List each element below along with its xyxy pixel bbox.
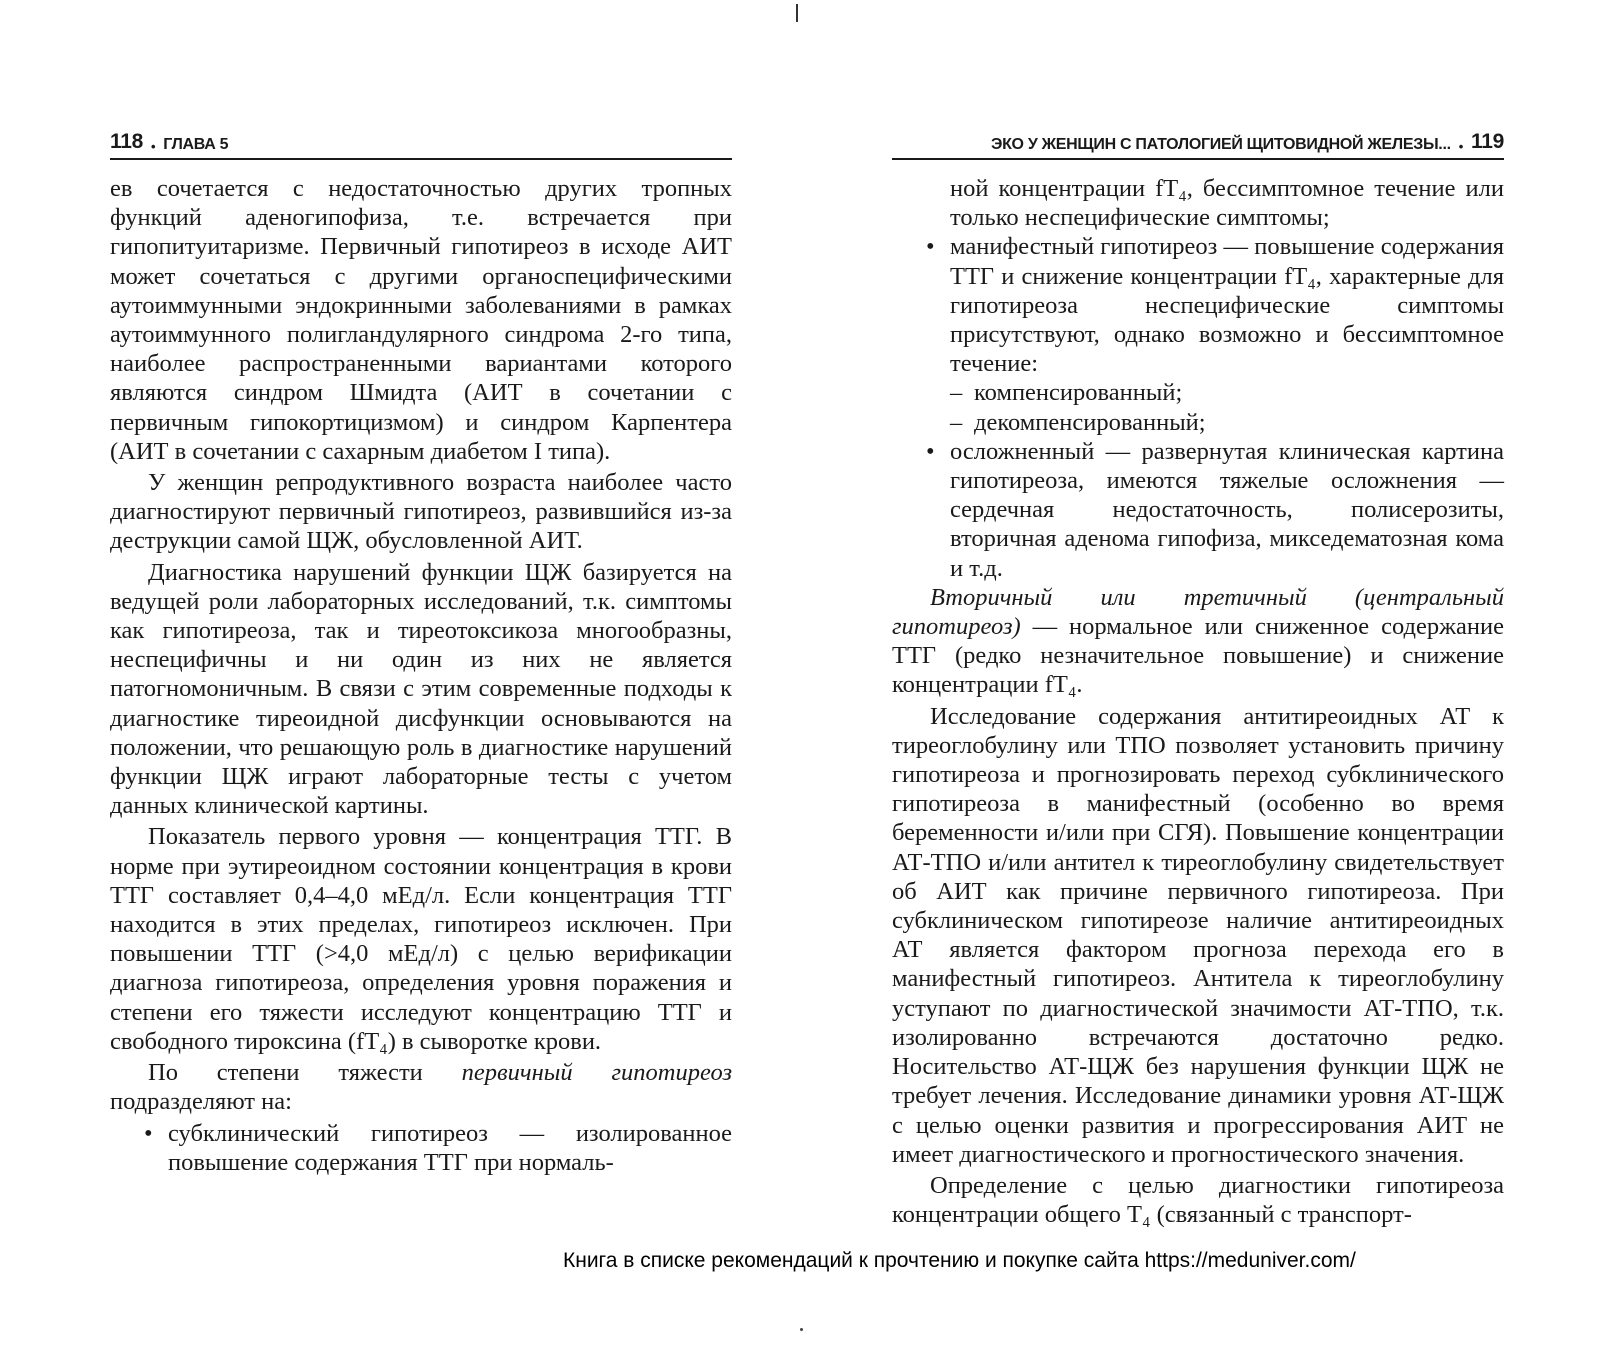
dash-item-compensated-text: компенсированный; [974, 379, 1183, 407]
left-page-number: 118 [110, 130, 143, 153]
bullet-subclinical: • субклинический гипотиреоз — изолированное повышение содержания ТТГ при нормаль- [110, 1119, 732, 1177]
right-chapter-label: ЭКО У ЖЕНЩИН С ПАТОЛОГИЕЙ ЩИТОВИДНОЙ ЖЕЛЕЗЫ... [991, 136, 1451, 153]
left-running-head [110, 128, 732, 160]
left-paragraph-4: Показатель первого уровня — концентрация ТТГ. В норме при эутиреоидном состоянии концентрация в крови ТТГ составляет 0,4–4,0 мЕд/л. Если концентрация ТТГ находится в этих пределах, гипотиреоз исключен. При повышении ТТГ (>4,0 мЕд/л) с целью верификации диагноза гипотиреоза, определения уровня поражения и степени его тяжести исследуют концентрацию ТТГ и свободного тироксина (fT₄) в сыворотке крови. [110, 823, 732, 1055]
right-paragraph-2: Исследование содержания антитиреоидных АТ к тиреоглобулину или ТПО позволяет установить причину гипотиреоза и прогнозировать переход субклинического гипотиреоза в манифестный (особенно во время беременности и/или при СГЯ). Повышение концентрации АТ-ТПО и/или антител к тиреоглобулину свидетельствует об АИТ как причине первичного гипотиреоза. При субклиническом гипотиреозе наличие антитиреоидных АТ является фактором прогноза перехода его в манифестный гипотиреоз. Антитела к тиреоглобулину уступают по диагностической значимости АТ-ТПО, т.к. изолированно встречаются достаточно редко. Носительство АТ-ЩЖ без нарушения функции ЩЖ не требует лечения. Исследование динамики уровня АТ-ЩЖ с целью оценки развития и прогрессирования АИТ не имеет диагностического и прогностического значения. [892, 702, 1504, 1168]
dash-item-decompensated [892, 408, 1504, 437]
bullet-manifest: • манифестный гипотиреоз — повышение содержания ТТГ и снижение концентрации fT₄, характерные для гипотиреоза неспецифические симптомы присутствуют, однако возможно и бессимптомное течение: [892, 232, 1504, 378]
left-page [110, 128, 732, 1177]
left-paragraph-3: Диагностика нарушений функции ЩЖ базируется на ведущей роли лабораторных исследований, т.к. симптомы как гипотиреоза, так и тиреотоксикоза многообразны, неспецифичны и ни один из них не является патогномоничным. В связи с этим современные подходы к диагностике тиреоидной дисфункции основываются на положении, что решающую роль в диагностике нарушений функции ЩЖ играют лабораторные тесты с учетом данных клинической картины. [110, 558, 732, 820]
right-head-separator: • [1458, 139, 1464, 154]
right-p1-rest: — нормальное или сниженное содержание ТТГ (редко незначительное повышение) и снижение концентрации fT₄. [892, 613, 1504, 699]
left-body-text [110, 174, 732, 1177]
bullet-complicated: • осложненный — развернутая клиническая картина гипотиреоза, имеются тяжелые осложнения — сердечная недостаточность, полисерозиты, вторичная аденома гипофиза, микседематозная кома и т.д. [892, 437, 1504, 583]
right-paragraph-3: Определение с целью диагностики гипотиреоза концентрации общего T₄ (связанный с транспорт- [892, 1171, 1504, 1229]
right-body-text [892, 174, 1504, 1229]
bullet-continuation: ной концентрации fT₄, бессимптомное течение или только неспецифические симптомы; [950, 175, 1504, 232]
left-paragraph-5 [110, 1058, 732, 1116]
left-chapter-label: ГЛАВА 5 [163, 136, 229, 153]
right-page [892, 128, 1504, 1231]
p5-after: подразделяют на: [110, 1088, 292, 1116]
scan-mark-bottom [800, 1328, 803, 1331]
scan-mark-top [796, 4, 798, 22]
right-paragraph-1 [892, 583, 1504, 700]
right-running-head [892, 128, 1504, 160]
right-bullet-list-2 [892, 437, 1504, 583]
right-page-number: 119 [1471, 130, 1504, 153]
right-bullet-list [892, 174, 1504, 378]
left-bullet-list [110, 1119, 732, 1177]
footer-watermark-text: Книга в списке рекомендаций к прочтению и покупке сайта https://meduniver.com/ [563, 1249, 1356, 1272]
left-head-separator: • [150, 139, 156, 154]
dash-list [892, 378, 1504, 436]
dash-item-compensated [892, 378, 1504, 407]
p5-before: По степени тяжести [148, 1059, 462, 1087]
dash-item-decompensated-text: декомпенсированный; [974, 408, 1206, 436]
right-p1-italic-term: Вторичный или третичный (центральный гипотиреоз) [892, 583, 1504, 641]
left-paragraph-1: ев сочетается с недостаточностью других тропных функций аденогипофиза, т.е. встречается при гипопитуитаризме. Первичный гипотиреоз в исходе АИТ может сочетаться с другими органоспецифическими аутоиммунными эндокринными заболеваниями в рамках аутоиммунного полигландулярного синдрома 2-го типа, наиболее распространенными вариантами которого являются синдром Шмидта (АИТ в сочетании с первичным гипокортицизмом) и синдром Карпентера (АИТ в сочетании с сахарным диабетом I типа). [110, 175, 732, 465]
p5-italic-term: первичный гипотиреоз [461, 1059, 733, 1087]
left-paragraph-2: У женщин репродуктивного возраста наиболее часто диагностируют первичный гипотиреоз, развившийся из-за деструкции самой ЩЖ, обусловленной АИТ. [110, 469, 732, 555]
